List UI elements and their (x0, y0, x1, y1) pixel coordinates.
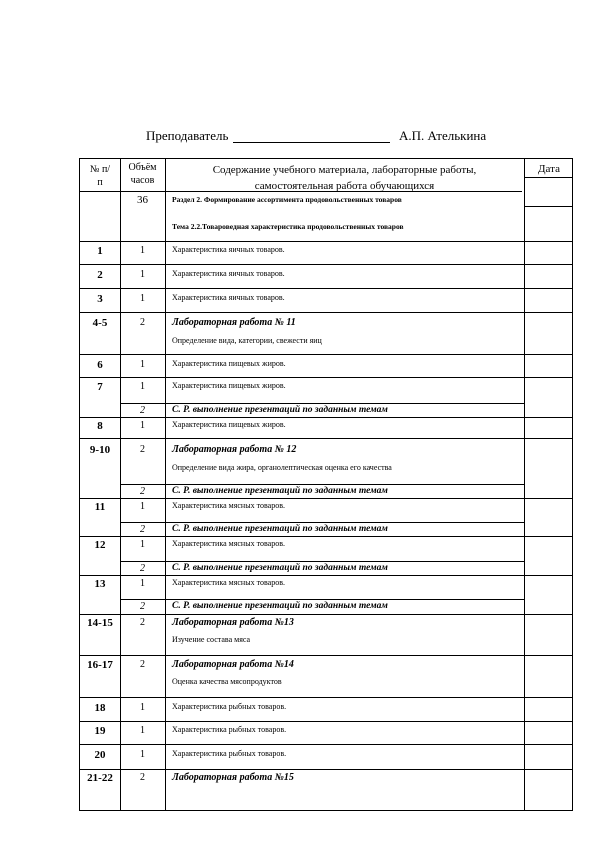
teacher-label: Преподаватель (146, 128, 229, 143)
row-hours: 2 (140, 617, 145, 628)
row-num: 12 (94, 539, 106, 551)
row-hours: 1 (140, 578, 145, 589)
column-divider (524, 159, 525, 810)
row-line (80, 241, 572, 242)
row-num: 11 (94, 501, 106, 513)
lesson-plan-table (79, 158, 573, 811)
row-line (80, 697, 572, 698)
row-num: 21-22 (87, 772, 113, 784)
date-subline (524, 206, 572, 207)
header-num-text: № п/п (89, 164, 111, 188)
teacher-signature-line (233, 142, 390, 143)
row-text: Характеристика рыбных товаров. (172, 725, 287, 734)
row-hours: 1 (140, 725, 145, 736)
row-hours: 1 (140, 293, 145, 304)
header-hours-text: Объём часов (128, 162, 157, 186)
row-num: 14-15 (87, 617, 113, 629)
sr-hours: 2 (140, 563, 145, 574)
row-line (80, 264, 572, 265)
lab-title: Лабораторная работа № 12 (172, 444, 297, 455)
section-hours: 36 (137, 194, 148, 206)
row-hours: 1 (140, 702, 145, 713)
row-text: Характеристика яичных товаров. (172, 245, 285, 254)
row-line (80, 655, 572, 656)
sr-line (120, 403, 165, 404)
row-line (80, 721, 572, 722)
row-line (80, 614, 572, 615)
row-hours: 2 (140, 772, 145, 783)
row-hours: 1 (140, 539, 145, 550)
sr-line (165, 561, 524, 562)
row-text: Характеристика мясных товаров. (172, 539, 285, 548)
row-line (80, 377, 572, 378)
sr-line (165, 599, 524, 600)
row-num: 19 (94, 725, 106, 737)
row-hours: 1 (140, 245, 145, 256)
row-text: Характеристика пищевых жиров. (172, 359, 286, 368)
row-hours: 1 (140, 269, 145, 280)
row-line (80, 536, 572, 537)
row-num: 2 (97, 269, 103, 281)
header-bottom-line (80, 191, 522, 192)
row-num: 13 (94, 578, 106, 590)
row-line (80, 288, 572, 289)
row-hours: 2 (140, 317, 145, 328)
row-text: Характеристика мясных товаров. (172, 501, 285, 510)
lab-title: Лабораторная работа №13 (172, 617, 294, 628)
row-num: 8 (97, 420, 103, 432)
row-num: 9-10 (89, 444, 111, 456)
lab-title: Лабораторная работа №15 (172, 772, 294, 783)
row-text: Характеристика пищевых жиров. (172, 381, 286, 390)
lab-subtext: Изучение состава мяса (172, 635, 251, 644)
sr-hours: 2 (140, 405, 145, 416)
row-num: 7 (97, 381, 103, 393)
row-hours: 2 (140, 659, 145, 670)
sr-line (120, 522, 165, 523)
sr-text: С. Р. выполнение презентаций по заданным темам (172, 405, 388, 415)
row-text: Характеристика рыбных товаров. (172, 702, 287, 711)
row-line (80, 438, 572, 439)
sr-text: С. Р. выполнение презентаций по заданным темам (172, 563, 388, 573)
lab-subtext: Определение вида, категории, свежести яиц (172, 336, 322, 345)
row-line (80, 769, 572, 770)
lab-subtext: Определение вида жира, органолептическая оценка его качества (172, 463, 392, 472)
sr-line (120, 599, 165, 600)
row-hours: 2 (140, 444, 145, 455)
row-text: Характеристика яичных товаров. (172, 269, 285, 278)
row-hours: 1 (140, 359, 145, 370)
sr-hours: 2 (140, 486, 145, 497)
row-line (80, 498, 572, 499)
sr-hours: 2 (140, 524, 145, 535)
row-line (80, 354, 572, 355)
document-header (0, 128, 595, 148)
header-num (80, 163, 120, 189)
row-text: Характеристика яичных товаров. (172, 293, 285, 302)
row-hours: 1 (140, 381, 145, 392)
row-line (80, 417, 572, 418)
header-content (165, 162, 524, 194)
section-topic: Тема 2.2.Товароведная характеристика продовольственных товаров (172, 222, 404, 231)
section-title: Раздел 2. Формирование ассортимента продовольственных товаров (172, 195, 402, 204)
header-date: Дата (538, 163, 560, 175)
sr-line (120, 484, 165, 485)
sr-line (165, 484, 524, 485)
row-line (80, 744, 572, 745)
row-text: Характеристика пищевых жиров. (172, 420, 286, 429)
row-num: 16-17 (87, 659, 113, 671)
row-hours: 1 (140, 749, 145, 760)
row-line (80, 312, 572, 313)
header-content-line2: самостоятельная работа обучающихся (254, 180, 435, 192)
teacher-name: А.П. Ателькина (399, 128, 487, 143)
sr-text: С. Р. выполнение презентаций по заданным темам (172, 486, 388, 496)
sr-line (120, 561, 165, 562)
sr-text: С. Р. выполнение презентаций по заданным темам (172, 524, 388, 534)
sr-hours: 2 (140, 601, 145, 612)
sr-text: С. Р. выполнение презентаций по заданным темам (172, 601, 388, 611)
row-num: 4-5 (92, 317, 108, 329)
row-hours: 1 (140, 501, 145, 512)
date-subline (524, 177, 572, 178)
row-num: 1 (97, 245, 103, 257)
row-num: 20 (94, 749, 106, 761)
lab-subtext: Оценка качества мясопродуктов (172, 677, 282, 686)
row-num: 6 (97, 359, 103, 371)
header-content-line1: Содержание учебного материала, лабораторные работы, (212, 164, 477, 176)
row-text: Характеристика мясных товаров. (172, 578, 285, 587)
row-num: 3 (97, 293, 103, 305)
sr-line (165, 522, 524, 523)
sr-line (165, 403, 524, 404)
row-text: Характеристика рыбных товаров. (172, 749, 287, 758)
row-hours: 1 (140, 420, 145, 431)
row-num: 18 (94, 702, 106, 714)
lab-title: Лабораторная работа №14 (172, 659, 294, 670)
header-hours (120, 161, 165, 187)
row-line (80, 575, 572, 576)
lab-title: Лабораторная работа № 11 (172, 317, 296, 328)
